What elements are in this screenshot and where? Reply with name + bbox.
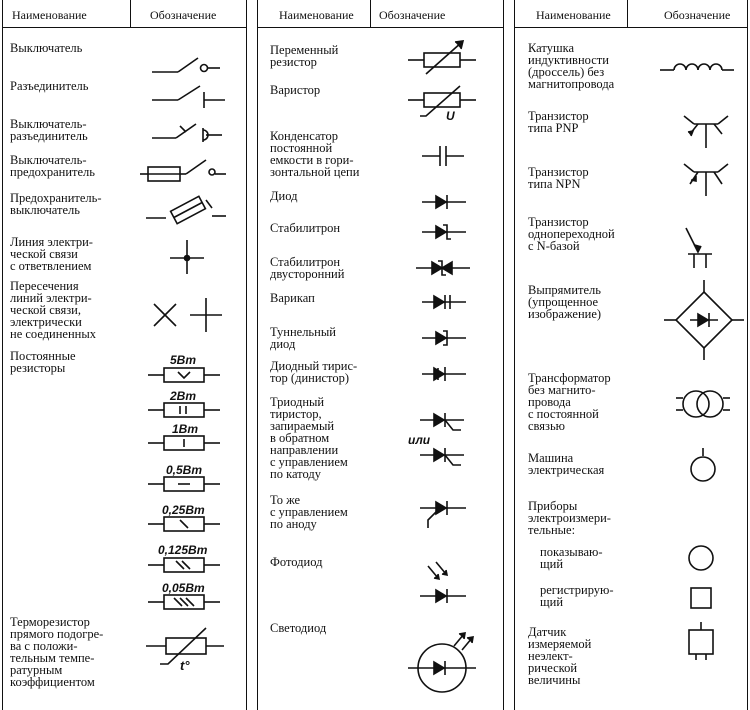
- varicap-symbol: [422, 295, 466, 309]
- label-ujt: Транзистор однопереходной с N-базой: [528, 215, 615, 253]
- label-switch: Выключатель: [10, 41, 83, 55]
- label-tunnel-diode: Туннельный диод: [270, 325, 336, 351]
- label-transformer: Трансформатор без магнито- провода с постоянной связью: [528, 371, 611, 433]
- zener-symbol: [422, 225, 466, 239]
- label-varicap: Варикап: [270, 291, 315, 305]
- label-rectifier: Выпрямитель (упрощенное изображение): [528, 283, 602, 321]
- rating-0-5w: 0,5Вт: [166, 463, 203, 477]
- pnp-symbol: [684, 116, 728, 148]
- switch-fuse-symbol: [140, 160, 226, 181]
- resistor-2w: [148, 403, 220, 417]
- crossing-symbol: [154, 298, 222, 332]
- header-symbol-1: Обозначение: [150, 8, 217, 22]
- capacitor-symbol: [422, 146, 464, 166]
- rating-2w: 2Вт: [170, 389, 197, 403]
- switch-disconnector-symbol: [152, 124, 222, 142]
- label-varistor: Варистор: [270, 83, 321, 97]
- thyristor-cathode-symbol-a: [420, 413, 464, 430]
- label-triode-thyristor-anode: То же с управлением по аноду: [270, 493, 348, 531]
- label-npn: Транзистор типа NPN: [528, 165, 589, 191]
- variable-resistor-symbol: [408, 41, 476, 74]
- rating-1w: 1Вт: [172, 422, 199, 436]
- rectifier-symbol: [664, 280, 744, 360]
- fuse-switch-symbol: [146, 196, 226, 223]
- label-pnp: Транзистор типа PNP: [528, 109, 589, 135]
- header-symbol-2: Обозначение: [379, 8, 446, 22]
- label-triode-thyristor-cathode: Триодный тиристор, запираемый в обратном направлении с управлением по катоду: [270, 395, 348, 481]
- transformer-symbol: [676, 391, 730, 417]
- rating-0-125w: 0,125Вт: [158, 543, 208, 557]
- switch-symbol: [152, 58, 220, 72]
- rating-0-25w: 0,25Вт: [162, 503, 205, 517]
- resistor-0-05w: [148, 595, 220, 609]
- label-fuse-switch: Предохранитель- выключатель: [10, 191, 102, 217]
- header-name-2: Наименование: [279, 8, 354, 22]
- varistor-symbol: [408, 86, 476, 123]
- or-mark: или: [408, 433, 431, 447]
- thermistor-mark: t°: [180, 658, 190, 673]
- label-meters: Приборы электроизмери- тельные:: [528, 499, 611, 537]
- label-diode: Диод: [270, 189, 298, 203]
- resistor-0-25w: [148, 517, 220, 531]
- rating-0-05w: 0,05Вт: [162, 581, 205, 595]
- indicating-meter-symbol: [689, 546, 713, 570]
- disconnector-symbol: [152, 86, 225, 108]
- bidirectional-zener-symbol: [416, 261, 470, 275]
- header-name-1: Наименование: [12, 8, 87, 22]
- label-sensor: Датчик измеряемой неэлект- рической величины: [528, 625, 592, 687]
- header-name-3: Наименование: [536, 8, 611, 22]
- photodiode-symbol: [420, 562, 466, 603]
- label-recording: регистрирую- щий: [540, 583, 614, 609]
- branch-line-symbol: [170, 240, 204, 274]
- label-branch-line: Линия электри- ческой связи с ответвлением: [10, 235, 93, 273]
- varistor-mark: U: [446, 109, 455, 123]
- label-capacitor: Конденсатор постоянной емкости в гори- зонтальной цепи: [270, 129, 360, 179]
- tunnel-diode-symbol: [422, 331, 466, 345]
- resistor-1w: [148, 436, 220, 450]
- label-switch-disconnector: Выключатель- разъединитель: [10, 117, 88, 143]
- dinistor-symbol: [422, 367, 466, 381]
- header-symbol-3: Обозначение: [664, 8, 731, 22]
- thyristor-anode-symbol: [420, 501, 466, 528]
- label-zener: Стабилитрон: [270, 221, 341, 235]
- label-switch-fuse: Выключатель- предохранитель: [10, 153, 95, 179]
- label-bidirectional-zener: Стабилитрон двусторонний: [270, 255, 345, 281]
- label-indicating: показываю- щий: [540, 545, 603, 571]
- label-crossing: Пересечения линий электри- ческой связи, электрически не соединенных: [10, 279, 97, 341]
- label-dinistor: Диодный тирис- тор (динистор): [270, 359, 358, 385]
- diode-symbol: [422, 195, 466, 209]
- label-inductor: Катушка индуктивности (дроссель) без магнитопровода: [528, 41, 615, 91]
- label-photodiode: Фотодиод: [270, 555, 323, 569]
- label-led: Светодиод: [270, 621, 327, 635]
- ujt-symbol: [686, 228, 712, 268]
- resistor-0-5w: [148, 477, 220, 491]
- rating-5w: 5Вт: [170, 353, 197, 367]
- led-symbol: [408, 633, 476, 692]
- label-thermistor: Терморезистор прямого подогре- ва с положи- тельным темпе- ратурным коэффициентом: [10, 615, 104, 689]
- inductor-symbol: [660, 64, 734, 70]
- sensor-symbol: [689, 622, 713, 660]
- electric-machine-symbol: [691, 448, 715, 481]
- resistor-5w: [148, 368, 220, 382]
- label-fixed-resistors: Постоянные резисторы: [10, 349, 76, 375]
- label-electric-machine: Машина электрическая: [528, 451, 605, 477]
- recording-meter-symbol: [691, 588, 711, 608]
- thermistor-symbol: [146, 628, 224, 673]
- label-variable-resistor: Переменный резистор: [270, 43, 339, 69]
- thyristor-cathode-symbol-b: [420, 448, 464, 465]
- label-disconnector: Разъединитель: [10, 79, 89, 93]
- npn-symbol: [684, 164, 728, 196]
- resistor-0-125w: [148, 558, 220, 572]
